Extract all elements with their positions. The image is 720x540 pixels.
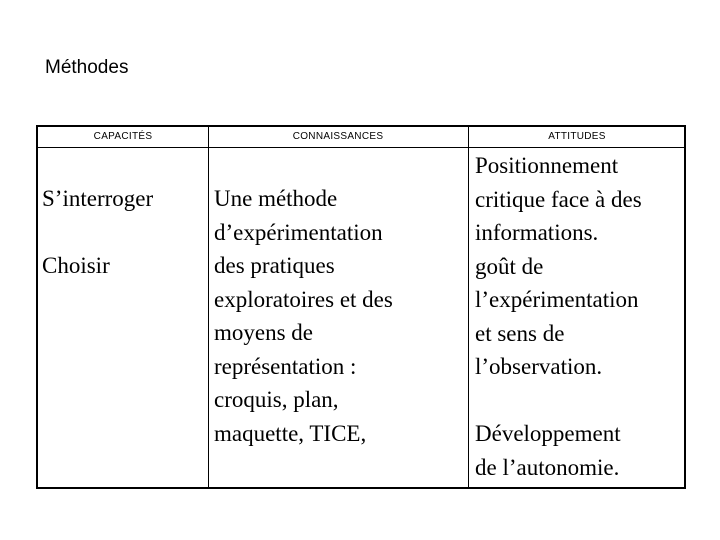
column-divider [468,127,469,487]
attitude-line: l’observation. [475,354,603,379]
column-divider [208,127,209,487]
connaissance-line: maquette, TICE, [214,420,367,446]
capacites-cell [42,182,206,283]
attitude-line: de l’autonomie. [475,454,620,480]
connaissance-line: exploratoires et des [214,286,393,312]
attitude-line: informations. [475,220,599,245]
header-capacites: CAPACITÉS [93,131,153,142]
connaissance-line: croquis, plan, [214,387,339,412]
connaissance-line: Une méthode [214,186,338,211]
capacite-item: Choisir [42,253,110,278]
connaissance-line: d’expérimentation [214,219,383,245]
header-connaissances: CONNAISSANCES [292,131,384,142]
header-divider [38,147,684,148]
attitude-line: l’expérimentation [475,287,639,312]
attitude-line: Positionnement [475,153,619,178]
page-title: Méthodes [45,57,129,78]
methods-table [36,125,686,489]
attitude-line: Développement [475,421,621,446]
connaissance-line: des pratiques [214,253,335,278]
connaissance-line: représentation : [214,353,357,379]
capacite-item: S’interroger [42,186,154,211]
attitude-line: et sens de [475,320,565,346]
connaissance-line: moyens de [214,320,314,345]
attitude-line: goût de [475,253,544,279]
attitudes-cell [475,149,685,484]
connaissances-cell [214,182,464,450]
attitude-line: critique face à des [475,186,642,212]
header-attitudes: ATTITUDES [548,131,606,142]
